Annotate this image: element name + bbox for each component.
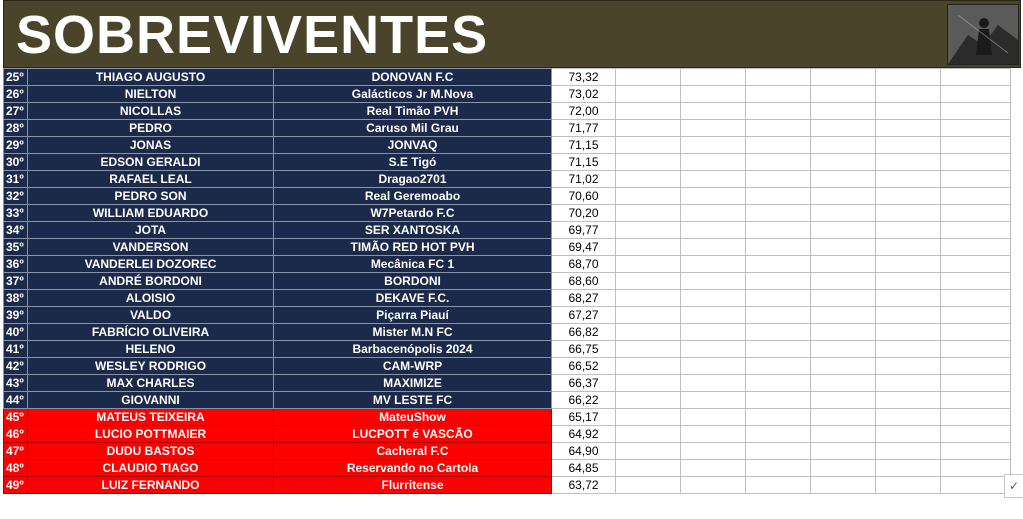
empty-cell[interactable] xyxy=(616,477,681,494)
empty-cell[interactable] xyxy=(941,239,1011,256)
empty-cell[interactable] xyxy=(876,290,941,307)
position-cell[interactable]: 32º xyxy=(4,188,28,205)
empty-cell[interactable] xyxy=(941,103,1011,120)
empty-cell[interactable] xyxy=(681,392,746,409)
position-cell[interactable]: 30º xyxy=(4,154,28,171)
empty-cell[interactable] xyxy=(616,86,681,103)
empty-cell[interactable] xyxy=(811,341,876,358)
position-cell[interactable]: 25º xyxy=(4,69,28,86)
empty-cell[interactable] xyxy=(746,239,811,256)
empty-cell[interactable] xyxy=(681,426,746,443)
empty-cell[interactable] xyxy=(876,205,941,222)
empty-cell[interactable] xyxy=(876,69,941,86)
table-row xyxy=(4,273,1011,290)
score-cell[interactable]: 73,32 xyxy=(552,69,616,86)
empty-cell[interactable] xyxy=(746,103,811,120)
empty-cell[interactable] xyxy=(876,307,941,324)
empty-cell[interactable] xyxy=(616,137,681,154)
score-cell[interactable]: 66,22 xyxy=(552,392,616,409)
empty-cell[interactable] xyxy=(811,103,876,120)
empty-cell[interactable] xyxy=(616,375,681,392)
empty-cell[interactable] xyxy=(876,154,941,171)
team-name-cell[interactable]: TIMÃO RED HOT PVH xyxy=(274,239,552,256)
player-name-cell[interactable]: VANDERSON xyxy=(28,239,274,256)
table-row xyxy=(4,460,1011,477)
empty-cell[interactable] xyxy=(681,477,746,494)
score-cell[interactable]: 66,82 xyxy=(552,324,616,341)
team-name-cell[interactable]: Piçarra Piauí xyxy=(274,307,552,324)
player-name-cell[interactable]: WILLIAM EDUARDO xyxy=(28,205,274,222)
position-cell[interactable]: 26º xyxy=(4,86,28,103)
table-row xyxy=(4,256,1011,273)
empty-cell[interactable] xyxy=(876,358,941,375)
empty-cell[interactable] xyxy=(746,307,811,324)
empty-cell[interactable] xyxy=(746,86,811,103)
empty-cell[interactable] xyxy=(941,341,1011,358)
empty-cell[interactable] xyxy=(876,256,941,273)
empty-cell[interactable] xyxy=(941,120,1011,137)
player-name-cell[interactable]: WESLEY RODRIGO xyxy=(28,358,274,375)
score-cell[interactable]: 67,27 xyxy=(552,307,616,324)
empty-cell[interactable] xyxy=(616,239,681,256)
empty-cell[interactable] xyxy=(941,375,1011,392)
empty-cell[interactable] xyxy=(941,256,1011,273)
empty-cell[interactable] xyxy=(876,324,941,341)
score-cell[interactable]: 63,72 xyxy=(552,477,616,494)
empty-cell[interactable] xyxy=(746,375,811,392)
player-name-cell[interactable]: VALDO xyxy=(28,307,274,324)
table-row xyxy=(4,154,1011,171)
empty-cell[interactable] xyxy=(811,477,876,494)
empty-cell[interactable] xyxy=(876,222,941,239)
empty-cell[interactable] xyxy=(681,154,746,171)
empty-cell[interactable] xyxy=(876,120,941,137)
team-name-cell[interactable]: CAM-WRP xyxy=(274,358,552,375)
position-cell[interactable]: 33º xyxy=(4,205,28,222)
empty-cell[interactable] xyxy=(616,256,681,273)
empty-cell[interactable] xyxy=(941,222,1011,239)
empty-cell[interactable] xyxy=(681,69,746,86)
empty-cell[interactable] xyxy=(941,188,1011,205)
team-name-cell[interactable]: MateuShow xyxy=(274,409,552,426)
empty-cell[interactable] xyxy=(681,188,746,205)
empty-cell[interactable] xyxy=(681,375,746,392)
empty-cell[interactable] xyxy=(941,460,1011,477)
empty-cell[interactable] xyxy=(941,443,1011,460)
checkmark-icon[interactable]: ✓ xyxy=(1004,474,1023,498)
empty-cell[interactable] xyxy=(681,86,746,103)
table-row xyxy=(4,307,1011,324)
table-row xyxy=(4,222,1011,239)
player-name-cell[interactable]: JONAS xyxy=(28,137,274,154)
table-row xyxy=(4,375,1011,392)
empty-cell[interactable] xyxy=(681,409,746,426)
team-name-cell[interactable]: Barbacenópolis 2024 xyxy=(274,341,552,358)
table-row xyxy=(4,171,1011,188)
score-cell[interactable]: 68,60 xyxy=(552,273,616,290)
position-cell[interactable]: 29º xyxy=(4,137,28,154)
position-cell[interactable]: 36º xyxy=(4,256,28,273)
score-cell[interactable]: 65,17 xyxy=(552,409,616,426)
team-name-cell[interactable]: Galácticos Jr M.Nova xyxy=(274,86,552,103)
empty-cell[interactable] xyxy=(811,154,876,171)
empty-cell[interactable] xyxy=(811,69,876,86)
empty-cell[interactable] xyxy=(746,409,811,426)
empty-cell[interactable] xyxy=(616,290,681,307)
empty-cell[interactable] xyxy=(746,324,811,341)
empty-cell[interactable] xyxy=(681,256,746,273)
team-name-cell[interactable]: Real Timão PVH xyxy=(274,103,552,120)
empty-cell[interactable] xyxy=(681,103,746,120)
empty-cell[interactable] xyxy=(746,460,811,477)
empty-cell[interactable] xyxy=(876,103,941,120)
empty-cell[interactable] xyxy=(746,137,811,154)
empty-cell[interactable] xyxy=(746,171,811,188)
player-name-cell[interactable]: VANDERLEI DOZOREC xyxy=(28,256,274,273)
empty-cell[interactable] xyxy=(876,443,941,460)
empty-cell[interactable] xyxy=(746,290,811,307)
player-name-cell[interactable]: JOTA xyxy=(28,222,274,239)
ranking-table xyxy=(3,68,1011,494)
empty-cell[interactable] xyxy=(681,358,746,375)
player-name-cell[interactable]: ANDRÉ BORDONI xyxy=(28,273,274,290)
position-cell[interactable]: 43º xyxy=(4,375,28,392)
empty-cell[interactable] xyxy=(746,205,811,222)
position-cell[interactable]: 27º xyxy=(4,103,28,120)
empty-cell[interactable] xyxy=(681,307,746,324)
player-name-cell[interactable]: CLAUDIO TIAGO xyxy=(28,460,274,477)
empty-cell[interactable] xyxy=(616,205,681,222)
empty-cell[interactable] xyxy=(811,426,876,443)
empty-cell[interactable] xyxy=(876,426,941,443)
team-name-cell[interactable]: LUCPOTT é VASCÃO xyxy=(274,426,552,443)
score-cell[interactable]: 66,75 xyxy=(552,341,616,358)
empty-cell[interactable] xyxy=(681,222,746,239)
empty-cell[interactable] xyxy=(811,324,876,341)
empty-cell[interactable] xyxy=(681,137,746,154)
empty-cell[interactable] xyxy=(681,341,746,358)
empty-cell[interactable] xyxy=(681,443,746,460)
position-cell[interactable]: 28º xyxy=(4,120,28,137)
empty-cell[interactable] xyxy=(941,137,1011,154)
player-name-cell[interactable]: FABRÍCIO OLIVEIRA xyxy=(28,324,274,341)
empty-cell[interactable] xyxy=(616,307,681,324)
empty-cell[interactable] xyxy=(876,409,941,426)
team-name-cell[interactable]: Cacheral F.C xyxy=(274,443,552,460)
empty-cell[interactable] xyxy=(746,392,811,409)
empty-cell[interactable] xyxy=(811,375,876,392)
empty-cell[interactable] xyxy=(616,409,681,426)
empty-cell[interactable] xyxy=(616,358,681,375)
position-cell[interactable]: 37º xyxy=(4,273,28,290)
empty-cell[interactable] xyxy=(811,137,876,154)
team-name-cell[interactable]: Flurritense xyxy=(274,477,552,494)
team-name-cell[interactable]: JONVAQ xyxy=(274,137,552,154)
empty-cell[interactable] xyxy=(811,239,876,256)
player-name-cell[interactable]: LUCIO POTTMAIER xyxy=(28,426,274,443)
empty-cell[interactable] xyxy=(811,222,876,239)
table-row xyxy=(4,239,1011,256)
empty-cell[interactable] xyxy=(876,341,941,358)
empty-cell[interactable] xyxy=(811,188,876,205)
empty-cell[interactable] xyxy=(811,409,876,426)
empty-cell[interactable] xyxy=(941,324,1011,341)
score-cell[interactable]: 64,90 xyxy=(552,443,616,460)
empty-cell[interactable] xyxy=(876,171,941,188)
table-row xyxy=(4,392,1011,409)
empty-cell[interactable] xyxy=(746,477,811,494)
empty-cell[interactable] xyxy=(746,358,811,375)
player-name-cell[interactable]: MATEUS TEIXEIRA xyxy=(28,409,274,426)
position-cell[interactable]: 45º xyxy=(4,409,28,426)
empty-cell[interactable] xyxy=(941,171,1011,188)
score-cell[interactable]: 70,20 xyxy=(552,205,616,222)
position-cell[interactable]: 48º xyxy=(4,460,28,477)
empty-cell[interactable] xyxy=(876,392,941,409)
table-row xyxy=(4,358,1011,375)
empty-cell[interactable] xyxy=(941,409,1011,426)
table-row xyxy=(4,103,1011,120)
player-name-cell[interactable]: NICOLLAS xyxy=(28,103,274,120)
table-row xyxy=(4,290,1011,307)
table-row xyxy=(4,86,1011,103)
table-row xyxy=(4,324,1011,341)
score-cell[interactable]: 71,15 xyxy=(552,154,616,171)
empty-cell[interactable] xyxy=(941,273,1011,290)
player-name-cell[interactable]: THIAGO AUGUSTO xyxy=(28,69,274,86)
empty-cell[interactable] xyxy=(616,103,681,120)
player-name-cell[interactable]: DUDU BASTOS xyxy=(28,443,274,460)
team-name-cell[interactable]: Reservando no Cartola xyxy=(274,460,552,477)
empty-cell[interactable] xyxy=(681,273,746,290)
position-cell[interactable]: 31º xyxy=(4,171,28,188)
empty-cell[interactable] xyxy=(811,460,876,477)
empty-cell[interactable] xyxy=(811,205,876,222)
score-cell[interactable]: 71,77 xyxy=(552,120,616,137)
empty-cell[interactable] xyxy=(746,341,811,358)
empty-cell[interactable] xyxy=(746,154,811,171)
empty-cell[interactable] xyxy=(876,239,941,256)
player-name-cell[interactable]: NIELTON xyxy=(28,86,274,103)
empty-cell[interactable] xyxy=(941,477,1011,494)
empty-cell[interactable] xyxy=(876,188,941,205)
score-cell[interactable]: 69,47 xyxy=(552,239,616,256)
player-name-cell[interactable]: HELENO xyxy=(28,341,274,358)
empty-cell[interactable] xyxy=(681,460,746,477)
empty-cell[interactable] xyxy=(811,290,876,307)
table-row xyxy=(4,477,1011,494)
empty-cell[interactable] xyxy=(681,120,746,137)
empty-cell[interactable] xyxy=(876,137,941,154)
table-row xyxy=(4,443,1011,460)
empty-cell[interactable] xyxy=(616,324,681,341)
table-row xyxy=(4,409,1011,426)
team-name-cell[interactable]: DEKAVE F.C. xyxy=(274,290,552,307)
empty-cell[interactable] xyxy=(811,392,876,409)
player-name-cell[interactable]: ALOISIO xyxy=(28,290,274,307)
empty-cell[interactable] xyxy=(746,256,811,273)
empty-cell[interactable] xyxy=(746,120,811,137)
team-name-cell[interactable]: Real Geremoabo xyxy=(274,188,552,205)
position-cell[interactable]: 35º xyxy=(4,239,28,256)
position-cell[interactable]: 47º xyxy=(4,443,28,460)
empty-cell[interactable] xyxy=(941,86,1011,103)
team-name-cell[interactable]: BORDONI xyxy=(274,273,552,290)
score-cell[interactable]: 70,60 xyxy=(552,188,616,205)
table-row xyxy=(4,426,1011,443)
empty-cell[interactable] xyxy=(746,222,811,239)
empty-cell[interactable] xyxy=(616,341,681,358)
score-cell[interactable]: 64,85 xyxy=(552,460,616,477)
empty-cell[interactable] xyxy=(746,69,811,86)
team-name-cell[interactable]: MAXIMIZE xyxy=(274,375,552,392)
empty-cell[interactable] xyxy=(616,120,681,137)
empty-cell[interactable] xyxy=(811,443,876,460)
score-cell[interactable]: 71,15 xyxy=(552,137,616,154)
empty-cell[interactable] xyxy=(811,256,876,273)
position-cell[interactable]: 46º xyxy=(4,426,28,443)
player-name-cell[interactable]: RAFAEL LEAL xyxy=(28,171,274,188)
team-name-cell[interactable]: Mister M.N FC xyxy=(274,324,552,341)
player-name-cell[interactable]: LUIZ FERNANDO xyxy=(28,477,274,494)
empty-cell[interactable] xyxy=(681,171,746,188)
empty-cell[interactable] xyxy=(616,188,681,205)
empty-cell[interactable] xyxy=(941,154,1011,171)
team-name-cell[interactable]: SER XANTOSKA xyxy=(274,222,552,239)
position-cell[interactable]: 44º xyxy=(4,392,28,409)
empty-cell[interactable] xyxy=(941,290,1011,307)
table-row xyxy=(4,69,1011,86)
team-name-cell[interactable]: W7Petardo F.C xyxy=(274,205,552,222)
empty-cell[interactable] xyxy=(876,477,941,494)
player-name-cell[interactable]: PEDRO SON xyxy=(28,188,274,205)
score-cell[interactable]: 73,02 xyxy=(552,86,616,103)
team-name-cell[interactable]: Mecânica FC 1 xyxy=(274,256,552,273)
empty-cell[interactable] xyxy=(941,69,1011,86)
position-cell[interactable]: 34º xyxy=(4,222,28,239)
empty-cell[interactable] xyxy=(811,120,876,137)
score-cell[interactable]: 66,52 xyxy=(552,358,616,375)
empty-cell[interactable] xyxy=(876,86,941,103)
team-name-cell[interactable]: MV LESTE FC xyxy=(274,392,552,409)
player-name-cell[interactable]: PEDRO xyxy=(28,120,274,137)
position-cell[interactable]: 39º xyxy=(4,307,28,324)
empty-cell[interactable] xyxy=(941,307,1011,324)
empty-cell[interactable] xyxy=(811,358,876,375)
score-cell[interactable]: 68,27 xyxy=(552,290,616,307)
empty-cell[interactable] xyxy=(811,307,876,324)
empty-cell[interactable] xyxy=(616,154,681,171)
empty-cell[interactable] xyxy=(941,426,1011,443)
score-cell[interactable]: 71,02 xyxy=(552,171,616,188)
empty-cell[interactable] xyxy=(616,426,681,443)
empty-cell[interactable] xyxy=(746,188,811,205)
empty-cell[interactable] xyxy=(811,273,876,290)
empty-cell[interactable] xyxy=(941,205,1011,222)
table-row xyxy=(4,120,1011,137)
empty-cell[interactable] xyxy=(941,358,1011,375)
empty-cell[interactable] xyxy=(876,273,941,290)
empty-cell[interactable] xyxy=(746,426,811,443)
position-cell[interactable]: 49º xyxy=(4,477,28,494)
empty-cell[interactable] xyxy=(616,69,681,86)
score-cell[interactable]: 69,77 xyxy=(552,222,616,239)
empty-cell[interactable] xyxy=(681,324,746,341)
empty-cell[interactable] xyxy=(811,171,876,188)
empty-cell[interactable] xyxy=(616,443,681,460)
score-cell[interactable]: 64,92 xyxy=(552,426,616,443)
empty-cell[interactable] xyxy=(616,222,681,239)
banner-title: SOBREVIVENTES xyxy=(16,5,489,65)
team-name-cell[interactable]: S.E Tigó xyxy=(274,154,552,171)
header-banner xyxy=(3,0,1021,68)
player-name-cell[interactable]: MAX CHARLES xyxy=(28,375,274,392)
score-cell[interactable]: 66,37 xyxy=(552,375,616,392)
empty-cell[interactable] xyxy=(616,392,681,409)
empty-cell[interactable] xyxy=(616,273,681,290)
player-name-cell[interactable]: EDSON GERALDI xyxy=(28,154,274,171)
table-row xyxy=(4,188,1011,205)
empty-cell[interactable] xyxy=(876,375,941,392)
empty-cell[interactable] xyxy=(941,392,1011,409)
empty-cell[interactable] xyxy=(616,171,681,188)
thumbnail-image[interactable] xyxy=(947,4,1019,65)
empty-cell[interactable] xyxy=(876,460,941,477)
empty-cell[interactable] xyxy=(746,273,811,290)
table-row xyxy=(4,341,1011,358)
empty-cell[interactable] xyxy=(681,205,746,222)
score-cell[interactable]: 72,00 xyxy=(552,103,616,120)
empty-cell[interactable] xyxy=(811,86,876,103)
team-name-cell[interactable]: Dragao2701 xyxy=(274,171,552,188)
position-cell[interactable]: 41º xyxy=(4,341,28,358)
player-name-cell[interactable]: GIOVANNI xyxy=(28,392,274,409)
score-cell[interactable]: 68,70 xyxy=(552,256,616,273)
table-row xyxy=(4,137,1011,154)
empty-cell[interactable] xyxy=(681,239,746,256)
empty-cell[interactable] xyxy=(681,290,746,307)
empty-cell[interactable] xyxy=(616,460,681,477)
position-cell[interactable]: 38º xyxy=(4,290,28,307)
empty-cell[interactable] xyxy=(746,443,811,460)
table-row xyxy=(4,205,1011,222)
position-cell[interactable]: 42º xyxy=(4,358,28,375)
position-cell[interactable]: 40º xyxy=(4,324,28,341)
team-name-cell[interactable]: DONOVAN F.C xyxy=(274,69,552,86)
team-name-cell[interactable]: Caruso Mil Grau xyxy=(274,120,552,137)
